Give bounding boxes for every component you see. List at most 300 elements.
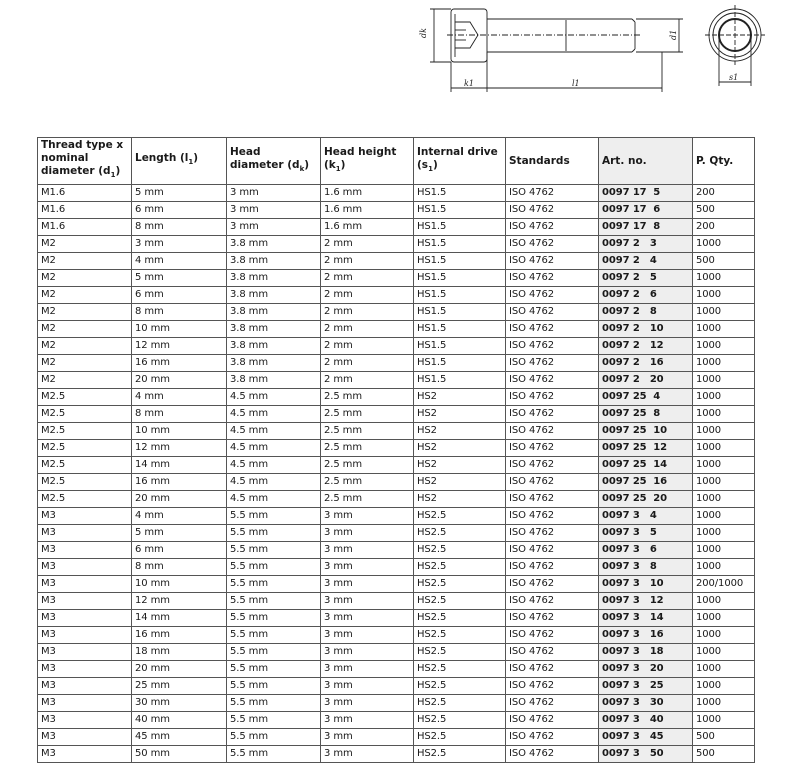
header-label: Head diameter (d (230, 145, 300, 171)
header-label: Thread type x nominal diameter (d (41, 139, 124, 178)
table-row (38, 236, 755, 253)
cell-thread-type: M2 (38, 236, 132, 253)
table-row (38, 746, 755, 763)
cell-internal-drive: HS2.5 (414, 661, 506, 678)
cell-pack-qty: 1000 (693, 593, 755, 610)
cell-standards: ISO 4762 (506, 440, 599, 457)
cell-length: 50 mm (132, 746, 227, 763)
table-row (38, 610, 755, 627)
cell-thread-type: M3 (38, 508, 132, 525)
cell-thread-type: M1.6 (38, 185, 132, 202)
cell-internal-drive: HS2.5 (414, 525, 506, 542)
header-label-end: ) (193, 152, 199, 165)
cell-head-height: 2.5 mm (321, 457, 414, 474)
cell-internal-drive: HS2.5 (414, 576, 506, 593)
l1-label: l1 (572, 79, 580, 88)
cell-head-diameter: 5.5 mm (227, 627, 321, 644)
cell-thread-type: M3 (38, 678, 132, 695)
cell-length: 8 mm (132, 304, 227, 321)
cell-pack-qty: 200 (693, 219, 755, 236)
cell-pack-qty: 1000 (693, 627, 755, 644)
cell-standards: ISO 4762 (506, 729, 599, 746)
cell-head-diameter: 4.5 mm (227, 491, 321, 508)
cell-pack-qty: 1000 (693, 338, 755, 355)
cell-art-no: 0097 3 4 (599, 508, 693, 525)
cell-head-diameter: 4.5 mm (227, 389, 321, 406)
cell-head-diameter: 5.5 mm (227, 729, 321, 746)
table-row (38, 695, 755, 712)
cell-pack-qty: 500 (693, 729, 755, 746)
screw-spec-table (37, 137, 755, 763)
cell-head-diameter: 5.5 mm (227, 712, 321, 729)
dk-label: dk (419, 28, 428, 38)
cell-head-diameter: 3.8 mm (227, 270, 321, 287)
header-subscript: 1 (188, 158, 194, 167)
cell-head-height: 2 mm (321, 253, 414, 270)
cell-head-diameter: 4.5 mm (227, 406, 321, 423)
cell-thread-type: M3 (38, 627, 132, 644)
cell-length: 10 mm (132, 321, 227, 338)
table-row (38, 389, 755, 406)
cell-length: 16 mm (132, 355, 227, 372)
cell-head-diameter: 4.5 mm (227, 474, 321, 491)
cell-head-height: 3 mm (321, 627, 414, 644)
cell-thread-type: M1.6 (38, 202, 132, 219)
cell-head-height: 2.5 mm (321, 423, 414, 440)
cell-length: 16 mm (132, 474, 227, 491)
cell-head-diameter: 4.5 mm (227, 440, 321, 457)
cell-pack-qty: 1000 (693, 712, 755, 729)
header-label-end: ) (304, 158, 310, 171)
table-row (38, 253, 755, 270)
cell-head-height: 3 mm (321, 542, 414, 559)
table-row (38, 644, 755, 661)
cell-thread-type: M3 (38, 525, 132, 542)
cell-length: 10 mm (132, 576, 227, 593)
cell-pack-qty: 1000 (693, 406, 755, 423)
cell-art-no: 0097 3 6 (599, 542, 693, 559)
cell-length: 6 mm (132, 202, 227, 219)
table-row (38, 338, 755, 355)
cell-head-diameter: 3.8 mm (227, 372, 321, 389)
cell-internal-drive: HS1.5 (414, 338, 506, 355)
cell-internal-drive: HS2 (414, 389, 506, 406)
cell-head-height: 3 mm (321, 525, 414, 542)
cell-head-diameter: 5.5 mm (227, 576, 321, 593)
cell-head-height: 3 mm (321, 644, 414, 661)
cell-length: 20 mm (132, 372, 227, 389)
cell-head-height: 2 mm (321, 372, 414, 389)
cell-length: 18 mm (132, 644, 227, 661)
cell-internal-drive: HS2 (414, 440, 506, 457)
cell-thread-type: M2.5 (38, 440, 132, 457)
cell-standards: ISO 4762 (506, 236, 599, 253)
cell-pack-qty: 1000 (693, 355, 755, 372)
cell-pack-qty: 500 (693, 746, 755, 763)
cell-art-no: 0097 25 20 (599, 491, 693, 508)
header-subscript: k (299, 165, 305, 174)
cell-length: 12 mm (132, 593, 227, 610)
cell-art-no: 0097 2 4 (599, 253, 693, 270)
cell-pack-qty: 1000 (693, 423, 755, 440)
cell-thread-type: M2 (38, 287, 132, 304)
cell-head-diameter: 5.5 mm (227, 542, 321, 559)
cell-head-height: 2.5 mm (321, 440, 414, 457)
cell-head-diameter: 3 mm (227, 202, 321, 219)
cell-art-no: 0097 2 16 (599, 355, 693, 372)
table-row (38, 202, 755, 219)
cell-thread-type: M3 (38, 695, 132, 712)
s1-label: s1 (729, 73, 739, 82)
cell-art-no: 0097 25 8 (599, 406, 693, 423)
cell-internal-drive: HS2 (414, 474, 506, 491)
cell-thread-type: M2 (38, 338, 132, 355)
cell-length: 20 mm (132, 491, 227, 508)
cell-art-no: 0097 25 4 (599, 389, 693, 406)
cell-standards: ISO 4762 (506, 355, 599, 372)
cell-head-height: 3 mm (321, 695, 414, 712)
cell-art-no: 0097 3 50 (599, 746, 693, 763)
cell-length: 5 mm (132, 270, 227, 287)
cell-length: 12 mm (132, 440, 227, 457)
table-row (38, 270, 755, 287)
cell-pack-qty: 1000 (693, 695, 755, 712)
header-label-end: ) (432, 158, 438, 171)
cell-pack-qty: 1000 (693, 304, 755, 321)
cell-art-no: 0097 3 40 (599, 712, 693, 729)
cell-head-diameter: 4.5 mm (227, 457, 321, 474)
cell-art-no: 0097 17 5 (599, 185, 693, 202)
cell-internal-drive: HS2.5 (414, 627, 506, 644)
cell-thread-type: M2 (38, 372, 132, 389)
table-row (38, 185, 755, 202)
cell-art-no: 0097 3 25 (599, 678, 693, 695)
cell-pack-qty: 1000 (693, 457, 755, 474)
cell-internal-drive: HS1.5 (414, 321, 506, 338)
cell-pack-qty: 200 (693, 185, 755, 202)
cell-head-height: 2.5 mm (321, 406, 414, 423)
cell-head-height: 3 mm (321, 678, 414, 695)
cell-head-height: 2.5 mm (321, 474, 414, 491)
cell-art-no: 0097 25 10 (599, 423, 693, 440)
cell-pack-qty: 1000 (693, 661, 755, 678)
header-label: Head height (k (324, 145, 397, 171)
cell-art-no: 0097 3 16 (599, 627, 693, 644)
cell-standards: ISO 4762 (506, 746, 599, 763)
cell-internal-drive: HS2.5 (414, 644, 506, 661)
screw-technical-drawing (400, 0, 790, 100)
cell-standards: ISO 4762 (506, 270, 599, 287)
table-row (38, 593, 755, 610)
table-row (38, 474, 755, 491)
cell-internal-drive: HS2.5 (414, 678, 506, 695)
cell-head-height: 2 mm (321, 355, 414, 372)
cell-thread-type: M3 (38, 746, 132, 763)
table-header-row (38, 138, 755, 185)
cell-head-diameter: 5.5 mm (227, 678, 321, 695)
header-standards (506, 138, 599, 185)
cell-pack-qty: 1000 (693, 542, 755, 559)
table-row (38, 491, 755, 508)
cell-art-no: 0097 3 8 (599, 559, 693, 576)
table-row (38, 559, 755, 576)
cell-internal-drive: HS2.5 (414, 508, 506, 525)
cell-thread-type: M2 (38, 253, 132, 270)
cell-head-diameter: 5.5 mm (227, 695, 321, 712)
cell-head-diameter: 3 mm (227, 219, 321, 236)
cell-standards: ISO 4762 (506, 389, 599, 406)
cell-art-no: 0097 3 10 (599, 576, 693, 593)
table-row (38, 423, 755, 440)
cell-head-height: 3 mm (321, 610, 414, 627)
cell-internal-drive: HS2.5 (414, 712, 506, 729)
cell-thread-type: M3 (38, 593, 132, 610)
cell-length: 3 mm (132, 236, 227, 253)
cell-head-height: 2.5 mm (321, 389, 414, 406)
cell-art-no: 0097 2 6 (599, 287, 693, 304)
cell-thread-type: M2.5 (38, 457, 132, 474)
cell-length: 4 mm (132, 508, 227, 525)
cell-standards: ISO 4762 (506, 627, 599, 644)
cell-art-no: 0097 3 5 (599, 525, 693, 542)
cell-internal-drive: HS2.5 (414, 542, 506, 559)
cell-internal-drive: HS2 (414, 457, 506, 474)
cell-art-no: 0097 3 20 (599, 661, 693, 678)
cell-standards: ISO 4762 (506, 661, 599, 678)
header-head-height (321, 138, 414, 185)
k1-label: k1 (464, 79, 474, 88)
cell-standards: ISO 4762 (506, 287, 599, 304)
cell-length: 14 mm (132, 457, 227, 474)
table-row (38, 372, 755, 389)
cell-head-height: 3 mm (321, 661, 414, 678)
cell-standards: ISO 4762 (506, 559, 599, 576)
cell-art-no: 0097 2 10 (599, 321, 693, 338)
cell-head-diameter: 3.8 mm (227, 338, 321, 355)
cell-head-height: 1.6 mm (321, 185, 414, 202)
cell-length: 14 mm (132, 610, 227, 627)
cell-head-diameter: 5.5 mm (227, 610, 321, 627)
cell-head-height: 3 mm (321, 729, 414, 746)
cell-pack-qty: 500 (693, 202, 755, 219)
cell-pack-qty: 1000 (693, 321, 755, 338)
cell-internal-drive: HS1.5 (414, 202, 506, 219)
cell-standards: ISO 4762 (506, 491, 599, 508)
cell-pack-qty: 1000 (693, 440, 755, 457)
cell-art-no: 0097 3 30 (599, 695, 693, 712)
header-label: Length (l (135, 152, 189, 165)
cell-thread-type: M3 (38, 542, 132, 559)
cell-head-height: 3 mm (321, 508, 414, 525)
header-head-diameter (227, 138, 321, 185)
cell-head-height: 2 mm (321, 304, 414, 321)
cell-internal-drive: HS1.5 (414, 355, 506, 372)
cell-pack-qty: 500 (693, 253, 755, 270)
cell-pack-qty: 1000 (693, 559, 755, 576)
cell-internal-drive: HS2 (414, 491, 506, 508)
table-row (38, 508, 755, 525)
cell-internal-drive: HS1.5 (414, 185, 506, 202)
cell-length: 6 mm (132, 287, 227, 304)
table-row (38, 219, 755, 236)
cell-head-height: 3 mm (321, 746, 414, 763)
cell-standards: ISO 4762 (506, 423, 599, 440)
header-subscript: 1 (335, 165, 341, 174)
cell-length: 16 mm (132, 627, 227, 644)
cell-length: 45 mm (132, 729, 227, 746)
header-art-no (599, 138, 693, 185)
cell-art-no: 0097 2 8 (599, 304, 693, 321)
cell-internal-drive: HS2.5 (414, 593, 506, 610)
cell-length: 10 mm (132, 423, 227, 440)
cell-length: 25 mm (132, 678, 227, 695)
cell-art-no: 0097 3 12 (599, 593, 693, 610)
cell-art-no: 0097 2 3 (599, 236, 693, 253)
cell-length: 20 mm (132, 661, 227, 678)
cell-thread-type: M1.6 (38, 219, 132, 236)
cell-thread-type: M2.5 (38, 491, 132, 508)
cell-pack-qty: 1000 (693, 508, 755, 525)
cell-length: 6 mm (132, 542, 227, 559)
cell-standards: ISO 4762 (506, 406, 599, 423)
cell-standards: ISO 4762 (506, 202, 599, 219)
cell-head-height: 3 mm (321, 576, 414, 593)
cell-pack-qty: 1000 (693, 678, 755, 695)
table-row (38, 525, 755, 542)
header-label: Internal drive (s (417, 145, 498, 171)
cell-pack-qty: 1000 (693, 287, 755, 304)
cell-head-diameter: 5.5 mm (227, 525, 321, 542)
cell-standards: ISO 4762 (506, 338, 599, 355)
cell-standards: ISO 4762 (506, 695, 599, 712)
cell-head-height: 3 mm (321, 593, 414, 610)
cell-art-no: 0097 17 8 (599, 219, 693, 236)
table-row (38, 729, 755, 746)
table-row (38, 355, 755, 372)
cell-standards: ISO 4762 (506, 593, 599, 610)
cell-head-diameter: 5.5 mm (227, 559, 321, 576)
cell-length: 8 mm (132, 406, 227, 423)
table-row (38, 678, 755, 695)
cell-pack-qty: 1000 (693, 474, 755, 491)
cell-head-height: 1.6 mm (321, 202, 414, 219)
cell-thread-type: M2 (38, 304, 132, 321)
cell-pack-qty: 1000 (693, 389, 755, 406)
cell-head-height: 2 mm (321, 236, 414, 253)
cell-thread-type: M2.5 (38, 474, 132, 491)
cell-length: 4 mm (132, 253, 227, 270)
cell-art-no: 0097 2 12 (599, 338, 693, 355)
cell-standards: ISO 4762 (506, 457, 599, 474)
header-subscript: 1 (428, 165, 433, 174)
cell-standards: ISO 4762 (506, 644, 599, 661)
cell-length: 40 mm (132, 712, 227, 729)
d1-label: d1 (669, 29, 678, 40)
cell-thread-type: M3 (38, 712, 132, 729)
cell-standards: ISO 4762 (506, 474, 599, 491)
cell-standards: ISO 4762 (506, 185, 599, 202)
cell-head-height: 2 mm (321, 338, 414, 355)
header-pack-qty (693, 138, 755, 185)
table-row (38, 712, 755, 729)
cell-standards: ISO 4762 (506, 712, 599, 729)
cell-art-no: 0097 25 12 (599, 440, 693, 457)
cell-internal-drive: HS2 (414, 406, 506, 423)
cell-pack-qty: 1000 (693, 236, 755, 253)
cell-standards: ISO 4762 (506, 321, 599, 338)
cell-internal-drive: HS1.5 (414, 236, 506, 253)
table-row (38, 304, 755, 321)
cell-standards: ISO 4762 (506, 372, 599, 389)
cell-head-diameter: 5.5 mm (227, 746, 321, 763)
cell-art-no: 0097 17 6 (599, 202, 693, 219)
header-subscript: 1 (110, 171, 116, 180)
cell-thread-type: M3 (38, 576, 132, 593)
table-row (38, 406, 755, 423)
cell-thread-type: M2.5 (38, 423, 132, 440)
header-label-end: ) (340, 158, 346, 171)
cell-pack-qty: 1000 (693, 610, 755, 627)
cell-internal-drive: HS2.5 (414, 746, 506, 763)
cell-head-diameter: 3 mm (227, 185, 321, 202)
cell-art-no: 0097 3 14 (599, 610, 693, 627)
cell-length: 12 mm (132, 338, 227, 355)
cell-length: 8 mm (132, 219, 227, 236)
cell-head-diameter: 3.8 mm (227, 321, 321, 338)
cell-head-diameter: 5.5 mm (227, 661, 321, 678)
cell-internal-drive: HS2.5 (414, 610, 506, 627)
cell-pack-qty: 1000 (693, 491, 755, 508)
cell-length: 8 mm (132, 559, 227, 576)
cell-head-diameter: 3.8 mm (227, 304, 321, 321)
cell-standards: ISO 4762 (506, 576, 599, 593)
cell-pack-qty: 1000 (693, 644, 755, 661)
table-row (38, 457, 755, 474)
cell-internal-drive: HS1.5 (414, 253, 506, 270)
cell-standards: ISO 4762 (506, 253, 599, 270)
cell-pack-qty: 1000 (693, 270, 755, 287)
cell-internal-drive: HS1.5 (414, 372, 506, 389)
cell-head-height: 2.5 mm (321, 491, 414, 508)
cell-standards: ISO 4762 (506, 219, 599, 236)
cell-internal-drive: HS1.5 (414, 270, 506, 287)
table-row (38, 661, 755, 678)
cell-standards: ISO 4762 (506, 525, 599, 542)
cell-pack-qty: 200/1000 (693, 576, 755, 593)
header-label: P. Qty. (696, 154, 734, 167)
table-row (38, 287, 755, 304)
cell-head-diameter: 5.5 mm (227, 593, 321, 610)
cell-thread-type: M3 (38, 610, 132, 627)
cell-thread-type: M2 (38, 355, 132, 372)
cell-internal-drive: HS2.5 (414, 729, 506, 746)
cell-thread-type: M3 (38, 729, 132, 746)
cell-internal-drive: HS2.5 (414, 559, 506, 576)
cell-head-height: 3 mm (321, 712, 414, 729)
cell-head-height: 3 mm (321, 559, 414, 576)
cell-standards: ISO 4762 (506, 542, 599, 559)
header-label: Art. no. (602, 154, 647, 167)
cell-art-no: 0097 25 14 (599, 457, 693, 474)
cell-art-no: 0097 3 45 (599, 729, 693, 746)
cell-length: 5 mm (132, 185, 227, 202)
cell-head-height: 2 mm (321, 287, 414, 304)
cell-thread-type: M3 (38, 661, 132, 678)
cell-pack-qty: 1000 (693, 525, 755, 542)
header-label: Standards (509, 154, 570, 167)
table-row (38, 440, 755, 457)
cell-art-no: 0097 2 5 (599, 270, 693, 287)
